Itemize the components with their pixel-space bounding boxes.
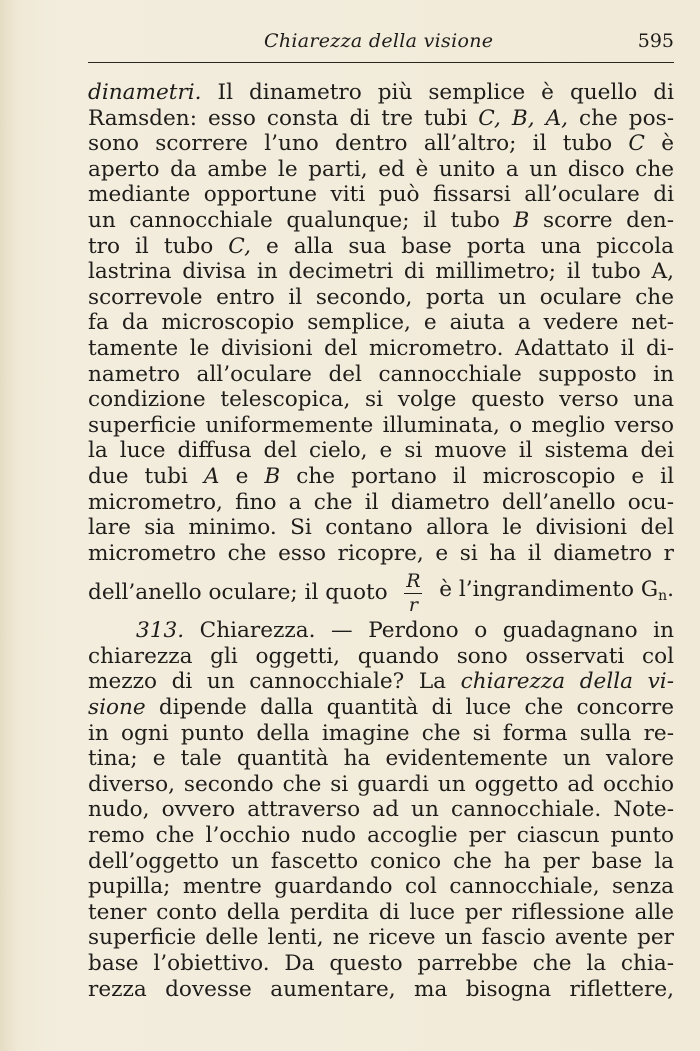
text-line: mezzo di un cannocchiale? La chiarezza della vi-	[88, 669, 674, 695]
fraction-numerator: R	[406, 569, 421, 592]
text-line: tener conto della perdita di luce per riflessione alle	[88, 899, 674, 925]
fraction-R-over-r	[404, 569, 422, 616]
page-number: 595	[637, 30, 674, 52]
text-line-visual: micrometro, fino a che il diametro dell’anello ocu-	[88, 489, 674, 515]
text-line: la luce diffusa del cielo, e si muove il sistema dei	[88, 438, 674, 464]
text-line: condizione telescopica, si volge questo verso una	[88, 387, 674, 413]
formula-text-after	[439, 577, 674, 610]
text-line: tro il tubo C, e alla sua base porta una piccola	[88, 233, 674, 259]
text-line-visual: lare sia minimo. Si contano allora le divisioni del	[88, 515, 674, 541]
paragraph-dinametri	[88, 80, 674, 566]
text-line: mediante opportune viti può fissarsi all’oculare di	[88, 182, 674, 208]
text-line: tina; e tale quantità ha evidentemente un valore	[88, 746, 674, 772]
text-line: diverso, secondo che si guardi un oggetto ad occhio	[88, 771, 674, 797]
text-line: nametro all’oculare del cannocchiale supposto in	[88, 361, 674, 387]
text-line: fa da microscopio semplice, e aiuta a vedere net-	[88, 310, 674, 336]
running-title: Chiarezza della visione	[264, 30, 494, 52]
text-line: micrometro che esso ricopre, e si ha il diametro r	[88, 540, 674, 566]
formula-end: .	[667, 576, 674, 602]
body-text	[88, 80, 674, 1002]
text-line: 313. Chiarezza. — Perdono o guadagnano in	[136, 618, 674, 644]
text-line: Ramsden: esso consta di tre tubi C, B, A, che pos-	[88, 105, 674, 131]
text-line: superficie delle lenti, ne riceve un fascio avente per	[88, 925, 674, 951]
text-line: dell’oggetto un fascetto conico che ha per base la	[88, 848, 674, 874]
text-line: lastrina divisa in decimetri di millimetro; il tubo A,	[88, 259, 674, 285]
text-line: scorrevole entro il secondo, porta un oculare che	[88, 284, 674, 310]
fraction-denominator: r	[408, 593, 418, 616]
formula-subscript: n	[658, 587, 668, 604]
text-line: dinametri. Il dinametro più semplice è quello di	[88, 80, 674, 105]
text-line: aperto da ambe le parti, ed è unito a un disco che	[88, 156, 674, 182]
text-line: remo che l’occhio nudo accoglie per ciascun punto	[88, 823, 674, 849]
formula-after-text: è l’ingrandimento G	[439, 576, 659, 602]
text-line: base l’obiettivo. Da questo parrebbe che la chia-	[88, 951, 674, 976]
text-line: in ogni punto della imagine che si forma sulla re-	[88, 720, 674, 746]
page-header	[88, 30, 674, 63]
text-line: nudo, ovvero attraverso ad un cannocchiale. Note-	[88, 797, 674, 823]
text-line: un cannocchiale qualunque; il tubo B scorre den-	[88, 207, 674, 233]
text-line: sono scorrere l’uno dentro all’altro; il tubo C è	[88, 131, 674, 157]
formula-line	[88, 568, 674, 618]
text-line: due tubi A e B che portano il microscopio e il	[88, 463, 674, 489]
text-line: pupilla; mentre guardando col cannocchiale, senza	[88, 874, 674, 900]
text-line: rezza dovesse aumentare, ma bisogna riflettere,	[88, 976, 674, 1002]
text-line: chiarezza gli oggetti, quando sono osservati col	[88, 643, 674, 669]
text-line: sione dipende dalla quantità di luce che concorre	[88, 695, 674, 721]
formula-text-before: dell’anello oculare; il quoto	[88, 580, 388, 606]
paragraph-chiarezza	[88, 618, 674, 1002]
text-line: tamente le divisioni del micrometro. Adattato il di-	[88, 335, 674, 361]
text-line: superficie uniformemente illuminata, o meglio verso	[88, 412, 674, 438]
